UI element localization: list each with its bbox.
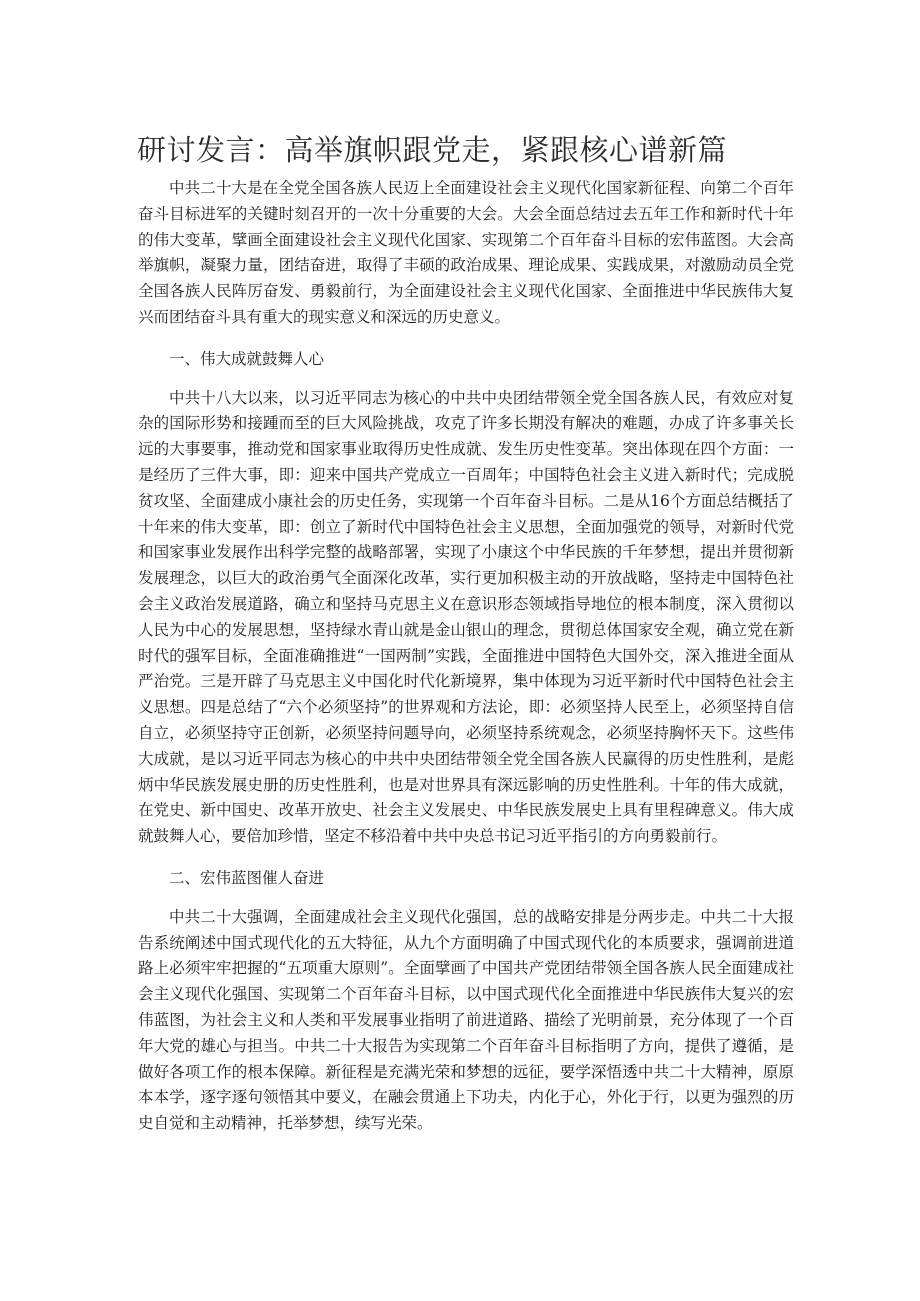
section-paragraph-2: 中共二十大强调，全面建成社会主义现代化强国，总的战略安排是分两步走。中共二十大报告系统阐述中国式现代化的五大特征，从九个方面明确了中国式现代化的本质要求，强调前进道路上必须牢牢把握的“五项重大原则”。全面擘画了中国共产党团结带领全国各族人民全面建成社会主义现代化强国、实现第二个百年奋斗目标，以中国式现代化全面推进中华民族伟大复兴的宏伟蓝图，为社会主义和人类和平发展事业指明了前进道路、描绘了光明前景，充分体现了一个百年大党的雄心与担当。中共二十大报告为实现第二个百年奋斗目标指明了方向，提供了遵循，是做好各项工作的根本保障。新征程是充满光荣和梦想的远征，要学深悟透中共二十大精神，原原本本学，逐字逐句领悟其中要义，在融会贯通上下功夫，内化于心，外化于行，以更为强烈的历史自觉和主动精神，托举梦想，续写光荣。 [138,907,794,1133]
intro-paragraph: 中共二十大是在全党全国各族人民迈上全面建设社会主义现代化国家新征程、向第二个百年奋斗目标进军的关键时刻召开的一次十分重要的大会。大会全面总结过去五年工作和新时代十年的伟大变革，擘画全面建设社会主义现代化国家、实现第二个百年奋斗目标的宏伟蓝图。大会高举旗帜，凝聚力量，团结奋进，取得了丰硕的政治成果、理论成果、实践成果，对激励动员全党全国各族人民阵厉奋发、勇毅前行，为全面建设社会主义现代化国家、全面推进中华民族伟大复兴而团结奋斗具有重大的现实意义和深远的历史意义。 [138,179,794,326]
document-body [138,176,794,1137]
document-title: 研讨发言：高举旗帜跟党走，紧跟核心谱新篇 [137,133,728,167]
section-paragraph-1: 中共十八大以来，以习近平同志为核心的中共中央团结带领全党全国各族人民，有效应对复杂的国际形势和接踵而至的巨大风险挑战，攻克了许多长期没有解决的难题，办成了许多事关长远的大事要事，推动党和国家事业取得历史性成就、发生历史性变革。突出体现在四个方面：一是经历了三件大事，即：迎来中国共产党成立一百周年；中国特色社会主义进入新时代；完成脱贫攻坚、全面建成小康社会的历史任务，实现第一个百年奋斗目标。二是从16个方面总结概括了十年来的伟大变革，即：创立了新时代中国特色社会主义思想，全面加强党的领导，对新时代党和国家事业发展作出科学完整的战略部署，实现了小康这个中华民族的千年梦想，提出并贯彻新发展理念，以巨大的政治勇气全面深化改革，实行更加积极主动的开放战略，坚持走中国特色社会主义政治发展道路，确立和坚持马克思主义在意识形态领域指导地位的根本制度，深入贯彻以人民为中心的发展思想，坚持绿水青山就是金山银山的理念，贯彻总体国家安全观，确立党在新时代的强军目标，全面准确推进“一国两制”实践，全面推进中国特色大国外交，深入推进全面从严治党。三是开辟了马克思主义中国化时代化新境界，集中体现为习近平新时代中国特色社会主义思想。四是总结了“六个必须坚持”的世界观和方法论，即：必须坚持人民至上，必须坚持自信自立，必须坚持守正创新，必须坚持问题导向，必须坚持系统观念，必须坚持胸怀天下。这些伟大成就，是以习近平同志为核心的中共中央团结带领全党全国各族人民赢得的历史性胜利，是彪炳中华民族发展史册的历史性胜利，也是对世界具有深远影响的历史性胜利。十年的伟大成就，在党史、新中国史、改革开放史、社会主义发展史、中华民族发展史上具有里程碑意义。伟大成就鼓舞人心，要倍加珍惜，坚定不移沿着中共中央总书记习近平指引的方向勇毅前行。 [138,388,794,846]
section-heading-1: 一、伟大成就鼓舞人心 [169,349,325,368]
section-heading-2: 二、宏伟蓝图催人奋进 [169,868,325,887]
